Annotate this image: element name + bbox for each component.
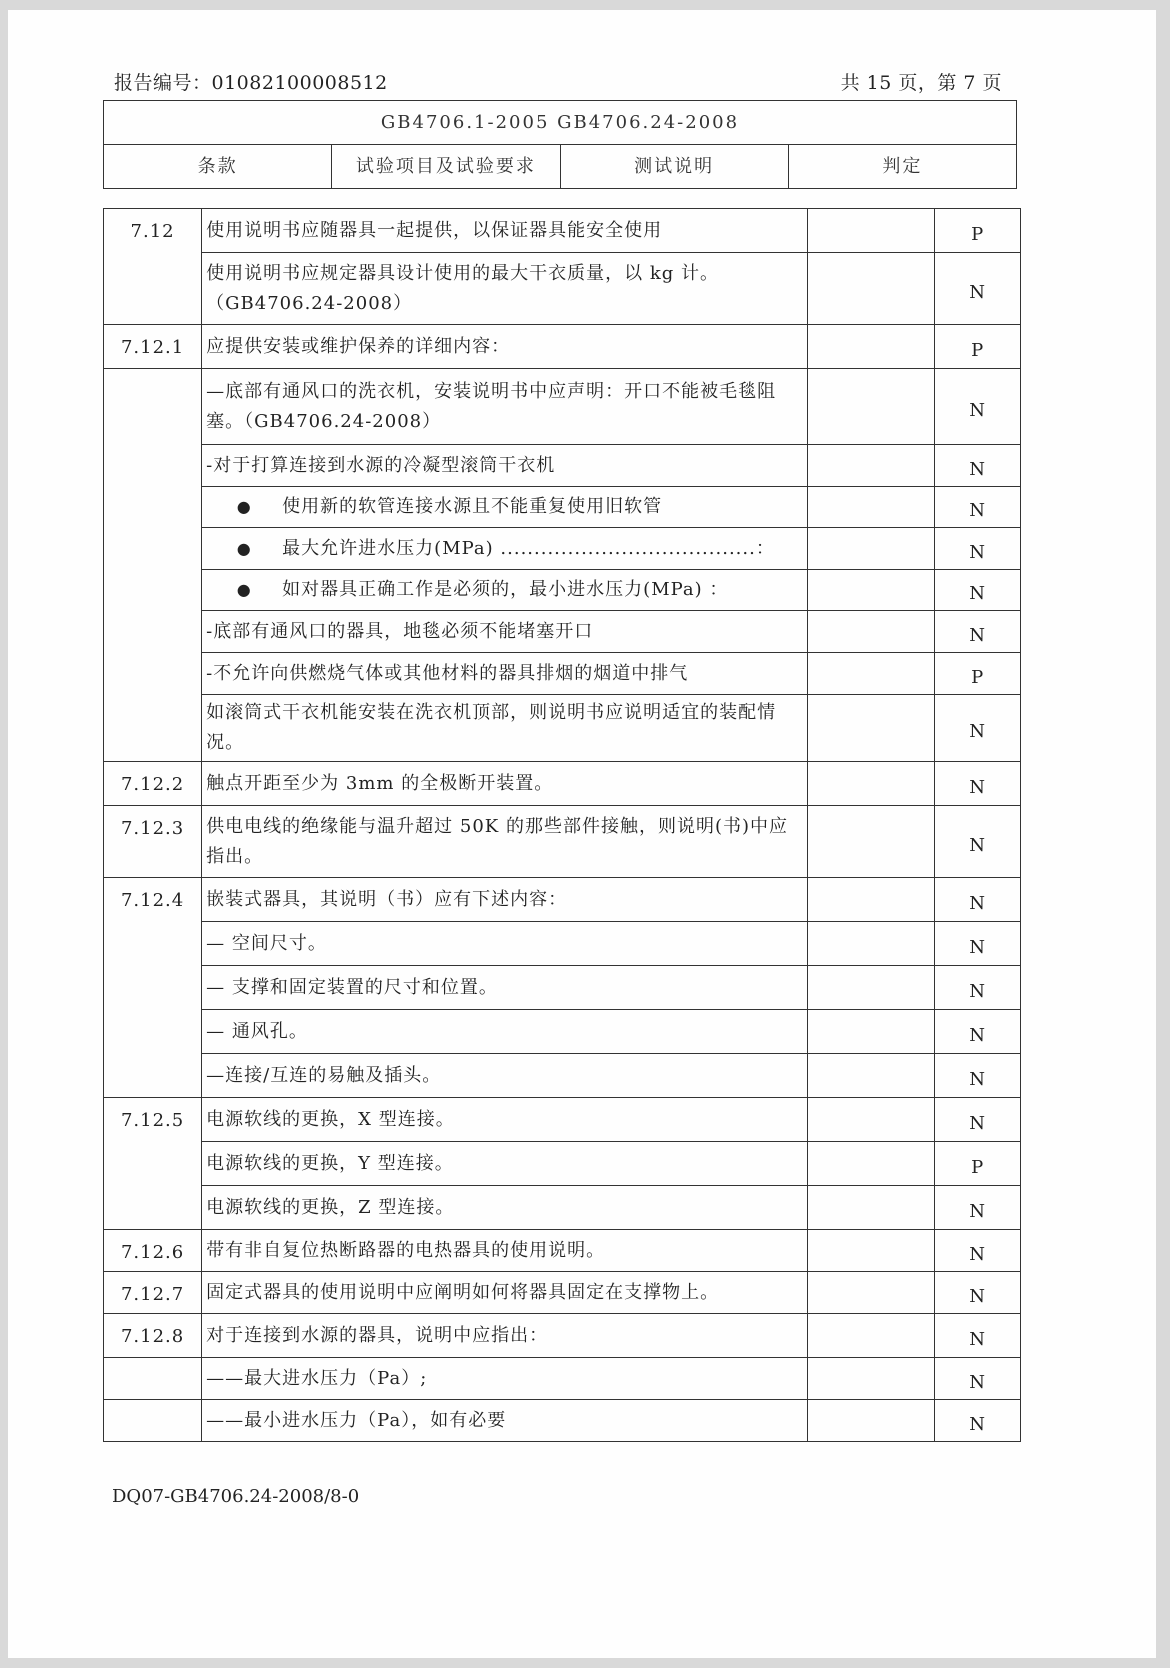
table-row: [104, 487, 1021, 528]
requirement-text: 使用说明书应规定器具设计使用的最大干衣质量，以 kg 计。（GB4706.24-2008）: [202, 253, 808, 325]
clause-number: 7.12.3: [104, 806, 202, 878]
verdict: N: [935, 695, 1021, 762]
test-note: [807, 445, 934, 487]
bullet-icon: ●: [236, 580, 252, 599]
verdict: N: [935, 1272, 1021, 1314]
table-row: [104, 369, 1021, 445]
requirement-text: 使用说明书应随器具一起提供，以保证器具能安全使用: [202, 209, 808, 253]
table-row: [104, 570, 1021, 611]
test-note: [807, 209, 934, 253]
table-row: [104, 1230, 1021, 1272]
verdict: N: [935, 611, 1021, 653]
test-note: [807, 487, 934, 528]
test-note: [807, 1358, 934, 1400]
requirement-text: 触点开距至少为 3mm 的全极断开装置。: [202, 762, 808, 806]
verdict: N: [935, 570, 1021, 611]
test-note: [807, 1010, 934, 1054]
clause-table: [103, 208, 1021, 1442]
report-number: 报告编号：01082100008512: [114, 72, 388, 94]
requirement-text: [202, 487, 808, 528]
test-note: [807, 1230, 934, 1272]
test-note: [807, 653, 934, 695]
requirement-text: —连接/互连的易触及插头。: [202, 1054, 808, 1098]
clause-number: 7.12.5: [104, 1098, 202, 1230]
table-row: [104, 1010, 1021, 1054]
page-info: 共 15 页，第 7 页: [840, 72, 1002, 94]
requirement-text: -不允许向供燃烧气体或其他材料的器具排烟的烟道中排气: [202, 653, 808, 695]
verdict: P: [935, 653, 1021, 695]
table-row: [104, 653, 1021, 695]
table-row: [104, 528, 1021, 570]
bullet-icon: ●: [236, 497, 252, 516]
requirement-text: 电源软线的更换，X 型连接。: [202, 1098, 808, 1142]
clause-number: [104, 1400, 202, 1442]
col-verdict-header: 判定: [788, 145, 1016, 189]
requirement-text: 如滚筒式干衣机能安装在洗衣机顶部，则说明书应说明适宜的装配情况。: [202, 695, 808, 762]
test-note: [807, 369, 934, 445]
verdict: N: [935, 253, 1021, 325]
table-row: [104, 325, 1021, 369]
requirement-text: 电源软线的更换，Z 型连接。: [202, 1186, 808, 1230]
table-row: [104, 922, 1021, 966]
table-row: [104, 1142, 1021, 1186]
clause-number: [104, 1358, 202, 1400]
verdict: N: [935, 487, 1021, 528]
requirement-text: 对于连接到水源的器具，说明中应指出：: [202, 1314, 808, 1358]
test-note: [807, 695, 934, 762]
clause-number: [104, 369, 202, 762]
bullet-text: 如对器具正确工作是必须的，最小进水压力(MPa) ：: [282, 579, 729, 600]
test-note: [807, 528, 934, 570]
table-row: [104, 209, 1021, 253]
verdict: N: [935, 922, 1021, 966]
table-row: [104, 966, 1021, 1010]
test-note: [807, 570, 934, 611]
test-note: [807, 1314, 934, 1358]
table-row: [104, 253, 1021, 325]
test-note: [807, 1142, 934, 1186]
verdict: N: [935, 1054, 1021, 1098]
requirement-text: 应提供安装或维护保养的详细内容：: [202, 325, 808, 369]
table-row: [104, 1186, 1021, 1230]
table-row: [104, 878, 1021, 922]
clause-number: 7.12.4: [104, 878, 202, 1098]
requirement-text: 嵌装式器具，其说明（书）应有下述内容：: [202, 878, 808, 922]
test-note: [807, 1272, 934, 1314]
table-row: [104, 1272, 1021, 1314]
verdict: N: [935, 1314, 1021, 1358]
verdict: N: [935, 1230, 1021, 1272]
verdict: N: [935, 1358, 1021, 1400]
verdict: P: [935, 209, 1021, 253]
requirement-text: —底部有通风口的洗衣机，安装说明书中应声明：开口不能被毛毯阻塞。（GB4706.24-2008）: [202, 369, 808, 445]
verdict: N: [935, 1098, 1021, 1142]
table-row: [104, 762, 1021, 806]
bullet-icon: ●: [236, 538, 252, 558]
table-row: [104, 1098, 1021, 1142]
footer-code: DQ07-GB4706.24-2008/8-0: [112, 1486, 360, 1507]
clause-number: 7.12: [104, 209, 202, 325]
requirement-text: 电源软线的更换，Y 型连接。: [202, 1142, 808, 1186]
verdict: N: [935, 1400, 1021, 1442]
verdict: N: [935, 762, 1021, 806]
requirement-text: ——最小进水压力（Pa），如有必要: [202, 1400, 808, 1442]
verdict: N: [935, 806, 1021, 878]
test-note: [807, 1186, 934, 1230]
clause-number: 7.12.8: [104, 1314, 202, 1358]
table-row: [104, 1400, 1021, 1442]
verdict: N: [935, 966, 1021, 1010]
standard-title: GB4706.1-2005 GB4706.24-2008: [104, 101, 1017, 145]
verdict: P: [935, 325, 1021, 369]
col-item-header: 试验项目及试验要求: [332, 145, 560, 189]
requirement-text: — 通风孔。: [202, 1010, 808, 1054]
test-note: [807, 325, 934, 369]
test-note: [807, 1098, 934, 1142]
clause-number: 7.12.6: [104, 1230, 202, 1272]
test-note: [807, 922, 934, 966]
verdict: N: [935, 878, 1021, 922]
requirement-text: 固定式器具的使用说明中应阐明如何将器具固定在支撑物上。: [202, 1272, 808, 1314]
table-row: [104, 1314, 1021, 1358]
verdict: N: [935, 1010, 1021, 1054]
test-note: [807, 253, 934, 325]
requirement-text: [202, 570, 808, 611]
requirement-text: ——最大进水压力（Pa）;: [202, 1358, 808, 1400]
table-row: [104, 445, 1021, 487]
requirement-text: -底部有通风口的器具，地毯必须不能堵塞开口: [202, 611, 808, 653]
requirement-text: — 支撑和固定装置的尺寸和位置。: [202, 966, 808, 1010]
test-note: [807, 1054, 934, 1098]
table-row: [104, 806, 1021, 878]
clause-number: 7.12.1: [104, 325, 202, 369]
verdict: N: [935, 1186, 1021, 1230]
document-page: [8, 10, 1156, 1658]
verdict: N: [935, 369, 1021, 445]
table-row: [104, 695, 1021, 762]
test-note: [807, 966, 934, 1010]
clause-number: 7.12.7: [104, 1272, 202, 1314]
bullet-text: 最大允许进水压力(MPa) ......................................：: [282, 537, 775, 559]
table-row: [104, 611, 1021, 653]
test-note: [807, 1400, 934, 1442]
verdict: N: [935, 528, 1021, 570]
requirement-text: [202, 528, 808, 570]
header-table: [103, 100, 1017, 189]
requirement-text: 供电电线的绝缘能与温升超过 50K 的那些部件接触，则说明(书)中应指出。: [202, 806, 808, 878]
col-clause-header: 条款: [104, 145, 332, 189]
col-note-header: 测试说明: [560, 145, 788, 189]
test-note: [807, 878, 934, 922]
table-row: [104, 1358, 1021, 1400]
verdict: P: [935, 1142, 1021, 1186]
test-note: [807, 762, 934, 806]
test-note: [807, 806, 934, 878]
verdict: N: [935, 445, 1021, 487]
bullet-text: 使用新的软管连接水源且不能重复使用旧软管: [282, 496, 663, 517]
table-row: [104, 1054, 1021, 1098]
requirement-text: 带有非自复位热断路器的电热器具的使用说明。: [202, 1230, 808, 1272]
clause-number: 7.12.2: [104, 762, 202, 806]
requirement-text: — 空间尺寸。: [202, 922, 808, 966]
requirement-text: -对于打算连接到水源的冷凝型滚筒干衣机: [202, 445, 808, 487]
test-note: [807, 611, 934, 653]
